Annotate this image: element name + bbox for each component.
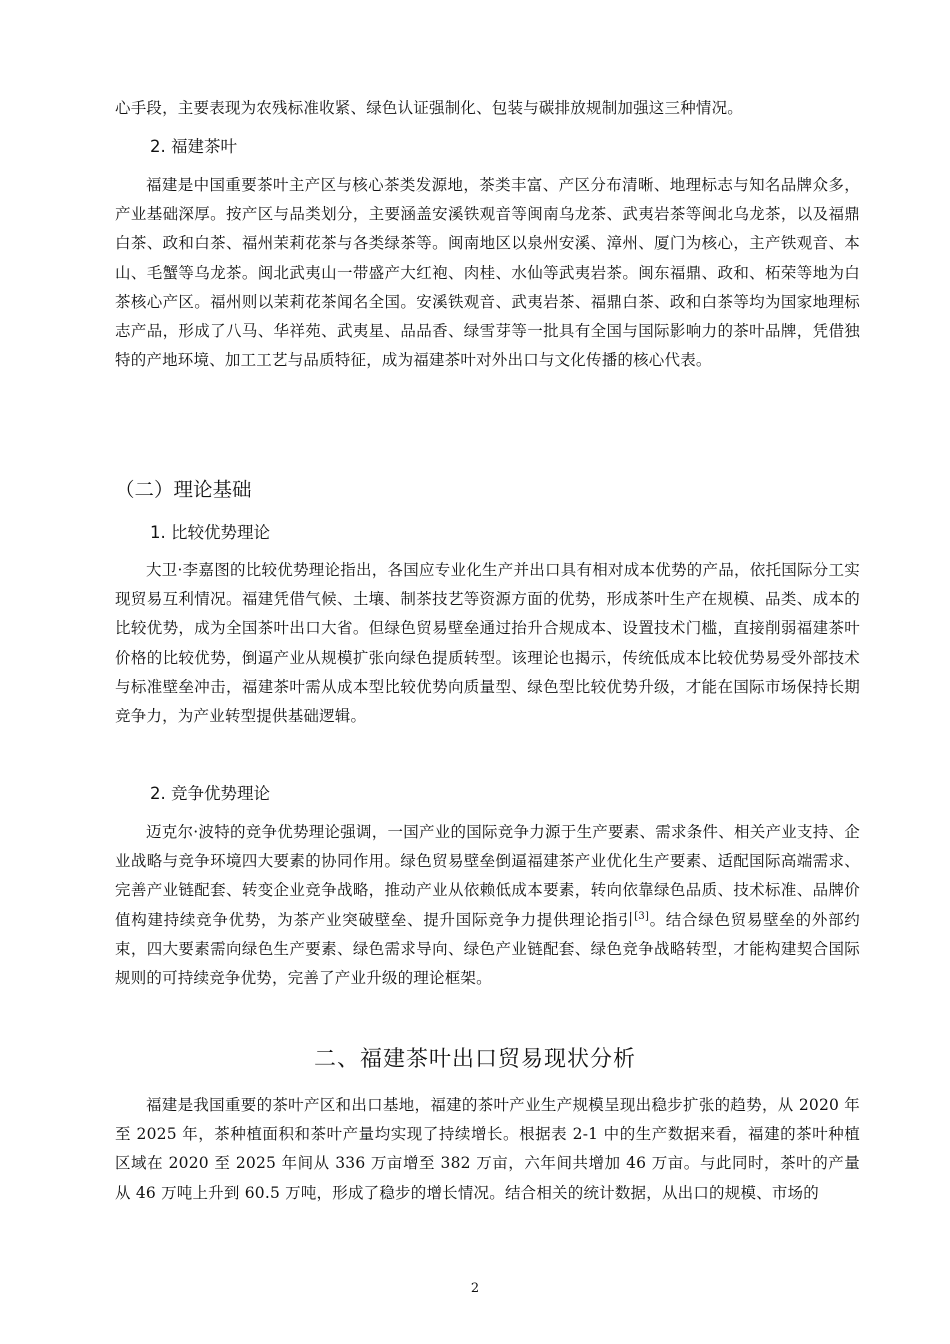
paragraph-export-status: 福建是我国重要的茶叶产区和出口基地，福建的茶叶产业生产规模呈现出稳步扩张的趋势，从 2020 年至 2025 年，茶种植面积和茶叶产量均实现了持续增长。根据表 2-1 中的生产数据来看，福建的茶叶种植区域在 2020 至 2025 年间从 336 万亩增至 382 万亩，六年间共增加 46 万亩。与此同时，茶叶的产量从 46 万吨上升到 60.5 万吨，形成了稳步的增长情况。结合相关的统计数据，从出口的规模、市场的 [115, 1096, 860, 1202]
paragraph-competitive-advantage [115, 818, 860, 993]
subsection-heading-comparative-advantage: 1. 比较优势理论 [150, 523, 270, 542]
citation-ref: [3] [634, 910, 650, 922]
paragraph-continuation: 心手段，主要表现为农残标准收紧、绿色认证强制化、包装与碳排放规制加强这三种情况。 [115, 99, 744, 117]
section-heading-theory: （二）理论基础 [115, 478, 252, 501]
page-number: 2 [470, 1281, 480, 1296]
paragraph-text-a: 迈克尔·波特的竞争优势理论强调，一国产业的国际竞争力源于生产要素、需求条件、相关产业支持、企业战略与竞争环境四大要素的协同作用。绿色贸易壁垒倒逼福建茶产业优化生产要素、适配国际高端需求、完善产业链配套、转变企业竞争战略，推动产业从依赖低成本要素，转向依靠绿色品质、技术标准、品牌价值构建持续竞争优势，为茶产业突破壁垒、提升国际竞争力提供理论指引 [115, 823, 860, 929]
paragraph-comparative-advantage: 大卫·李嘉图的比较优势理论指出，各国应专业化生产并出口具有相对成本优势的产品，依托国际分工实现贸易互利情况。福建凭借气候、土壤、制茶技艺等资源方面的优势，形成茶叶生产在规模、品类、成本的比较优势，成为全国茶叶出口大省。但绿色贸易壁垒通过抬升合规成本、设置技术门槛，直接削弱福建茶叶价格的比较优势，倒逼产业从规模扩张向绿色提质转型。该理论也揭示，传统低成本比较优势易受外部技术与标准壁垒冲击，福建茶叶需从成本型比较优势向质量型、绿色型比较优势升级，才能在国际市场保持长期竞争力，为产业转型提供基础逻辑。 [115, 561, 860, 726]
paragraph-text-b: 。结合绿色贸易壁垒的外部约束，四大要素需向绿色生产要素、绿色需求导向、绿色产业链配套、绿色竞争战略转型，才能构建契合国际规则的可持续竞争优势，完善了产业升级的理论框架。 [115, 910, 861, 988]
subsection-heading-competitive-advantage: 2. 竞争优势理论 [150, 784, 270, 803]
chapter-heading-export-status: 二、福建茶叶出口贸易现状分析 [313, 1047, 636, 1072]
subsection-heading-fujian-tea: 2. 福建茶叶 [150, 137, 237, 156]
paragraph-fujian-tea: 福建是中国重要茶叶主产区与核心茶类发源地，茶类丰富、产区分布清晰、地理标志与知名品牌众多，产业基础深厚。按产区与品类划分，主要涵盖安溪铁观音等闽南乌龙茶、武夷岩茶等闽北乌龙茶，以及福鼎白茶、政和白茶、福州茉莉花茶与各类绿茶等。闽南地区以泉州安溪、漳州、厦门为核心，主产铁观音、本山、毛蟹等乌龙茶。闽北武夷山一带盛产大红袍、肉桂、水仙等武夷岩茶。闽东福鼎、政和、柘荣等地为白茶核心产区。福州则以茉莉花茶闻名全国。安溪铁观音、武夷岩茶、福鼎白茶、政和白茶等均为国家地理标志产品，形成了八马、华祥苑、武夷星、品品香、绿雪芽等一批具有全国与国际影响力的茶叶品牌，凭借独特的产地环境、加工工艺与品质特征，成为福建茶叶对外出口与文化传播的核心代表。 [115, 176, 860, 370]
